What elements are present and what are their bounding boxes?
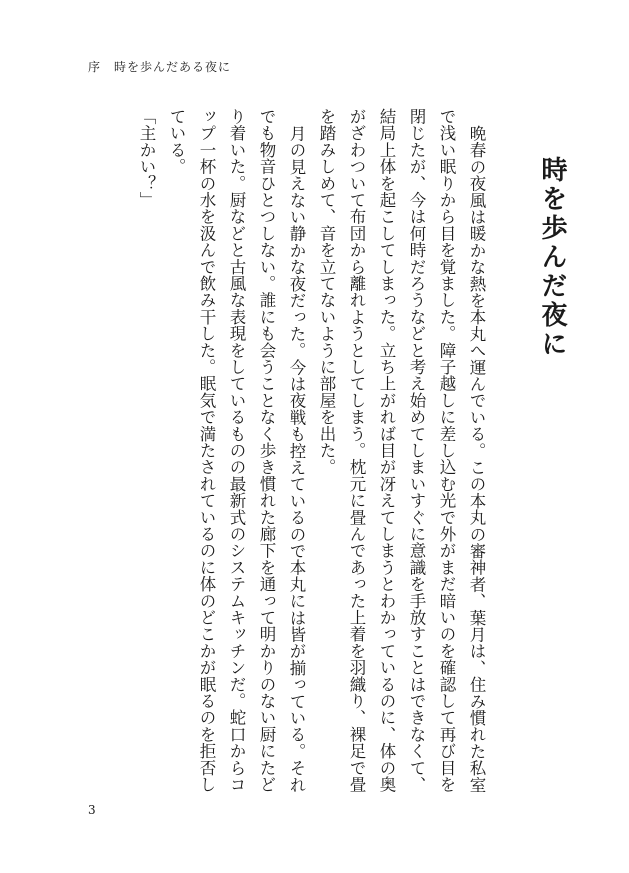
chapter-title: 時を歩んだ夜に (537, 156, 567, 359)
body-text (131, 108, 569, 798)
dialogue-line: 「主かい？」 (137, 108, 156, 209)
page-number: 3 (88, 803, 96, 817)
running-head: 序 時を歩んだある夜に (88, 60, 232, 74)
paragraph-1: 晩春の夜風は暖かな熱を本丸へ運んでいる。この本丸の審神者、葉月は、住み慣れた私室で浅い眠りから目を覚ました。障子越しに差し込む光で外がまだ暗いのを確認して再び目を閉じたが、今は何時だろうなどと考え始めてしまいすぐに意識を手放すことはできなくて、結局上体を起こしてしまった。立ち上がれば目が冴えてしまうとわかっているのに、体の奥がざわついて布団から離れようとしてしまう。枕元に畳んであった上着を羽織り、裸足で畳を踏みしめて、音を立てないように部屋を出た。 (317, 108, 486, 793)
paragraph-2: 月の見えない静かな夜だった。今は夜戦も控えているので本丸には皆が揃っている。それでも物音ひとつしない。誰にも会うことなく歩き慣れた廊下を通って明かりのない厨にたどり着いた。厨などと古風な表現をしているものの最新式のシステムキッチンだ。蛇口からコップ一杯の水を汲んで飲み干した。眠気で満たされているのに体のどこかが眠るのを拒否している。 (167, 108, 306, 793)
